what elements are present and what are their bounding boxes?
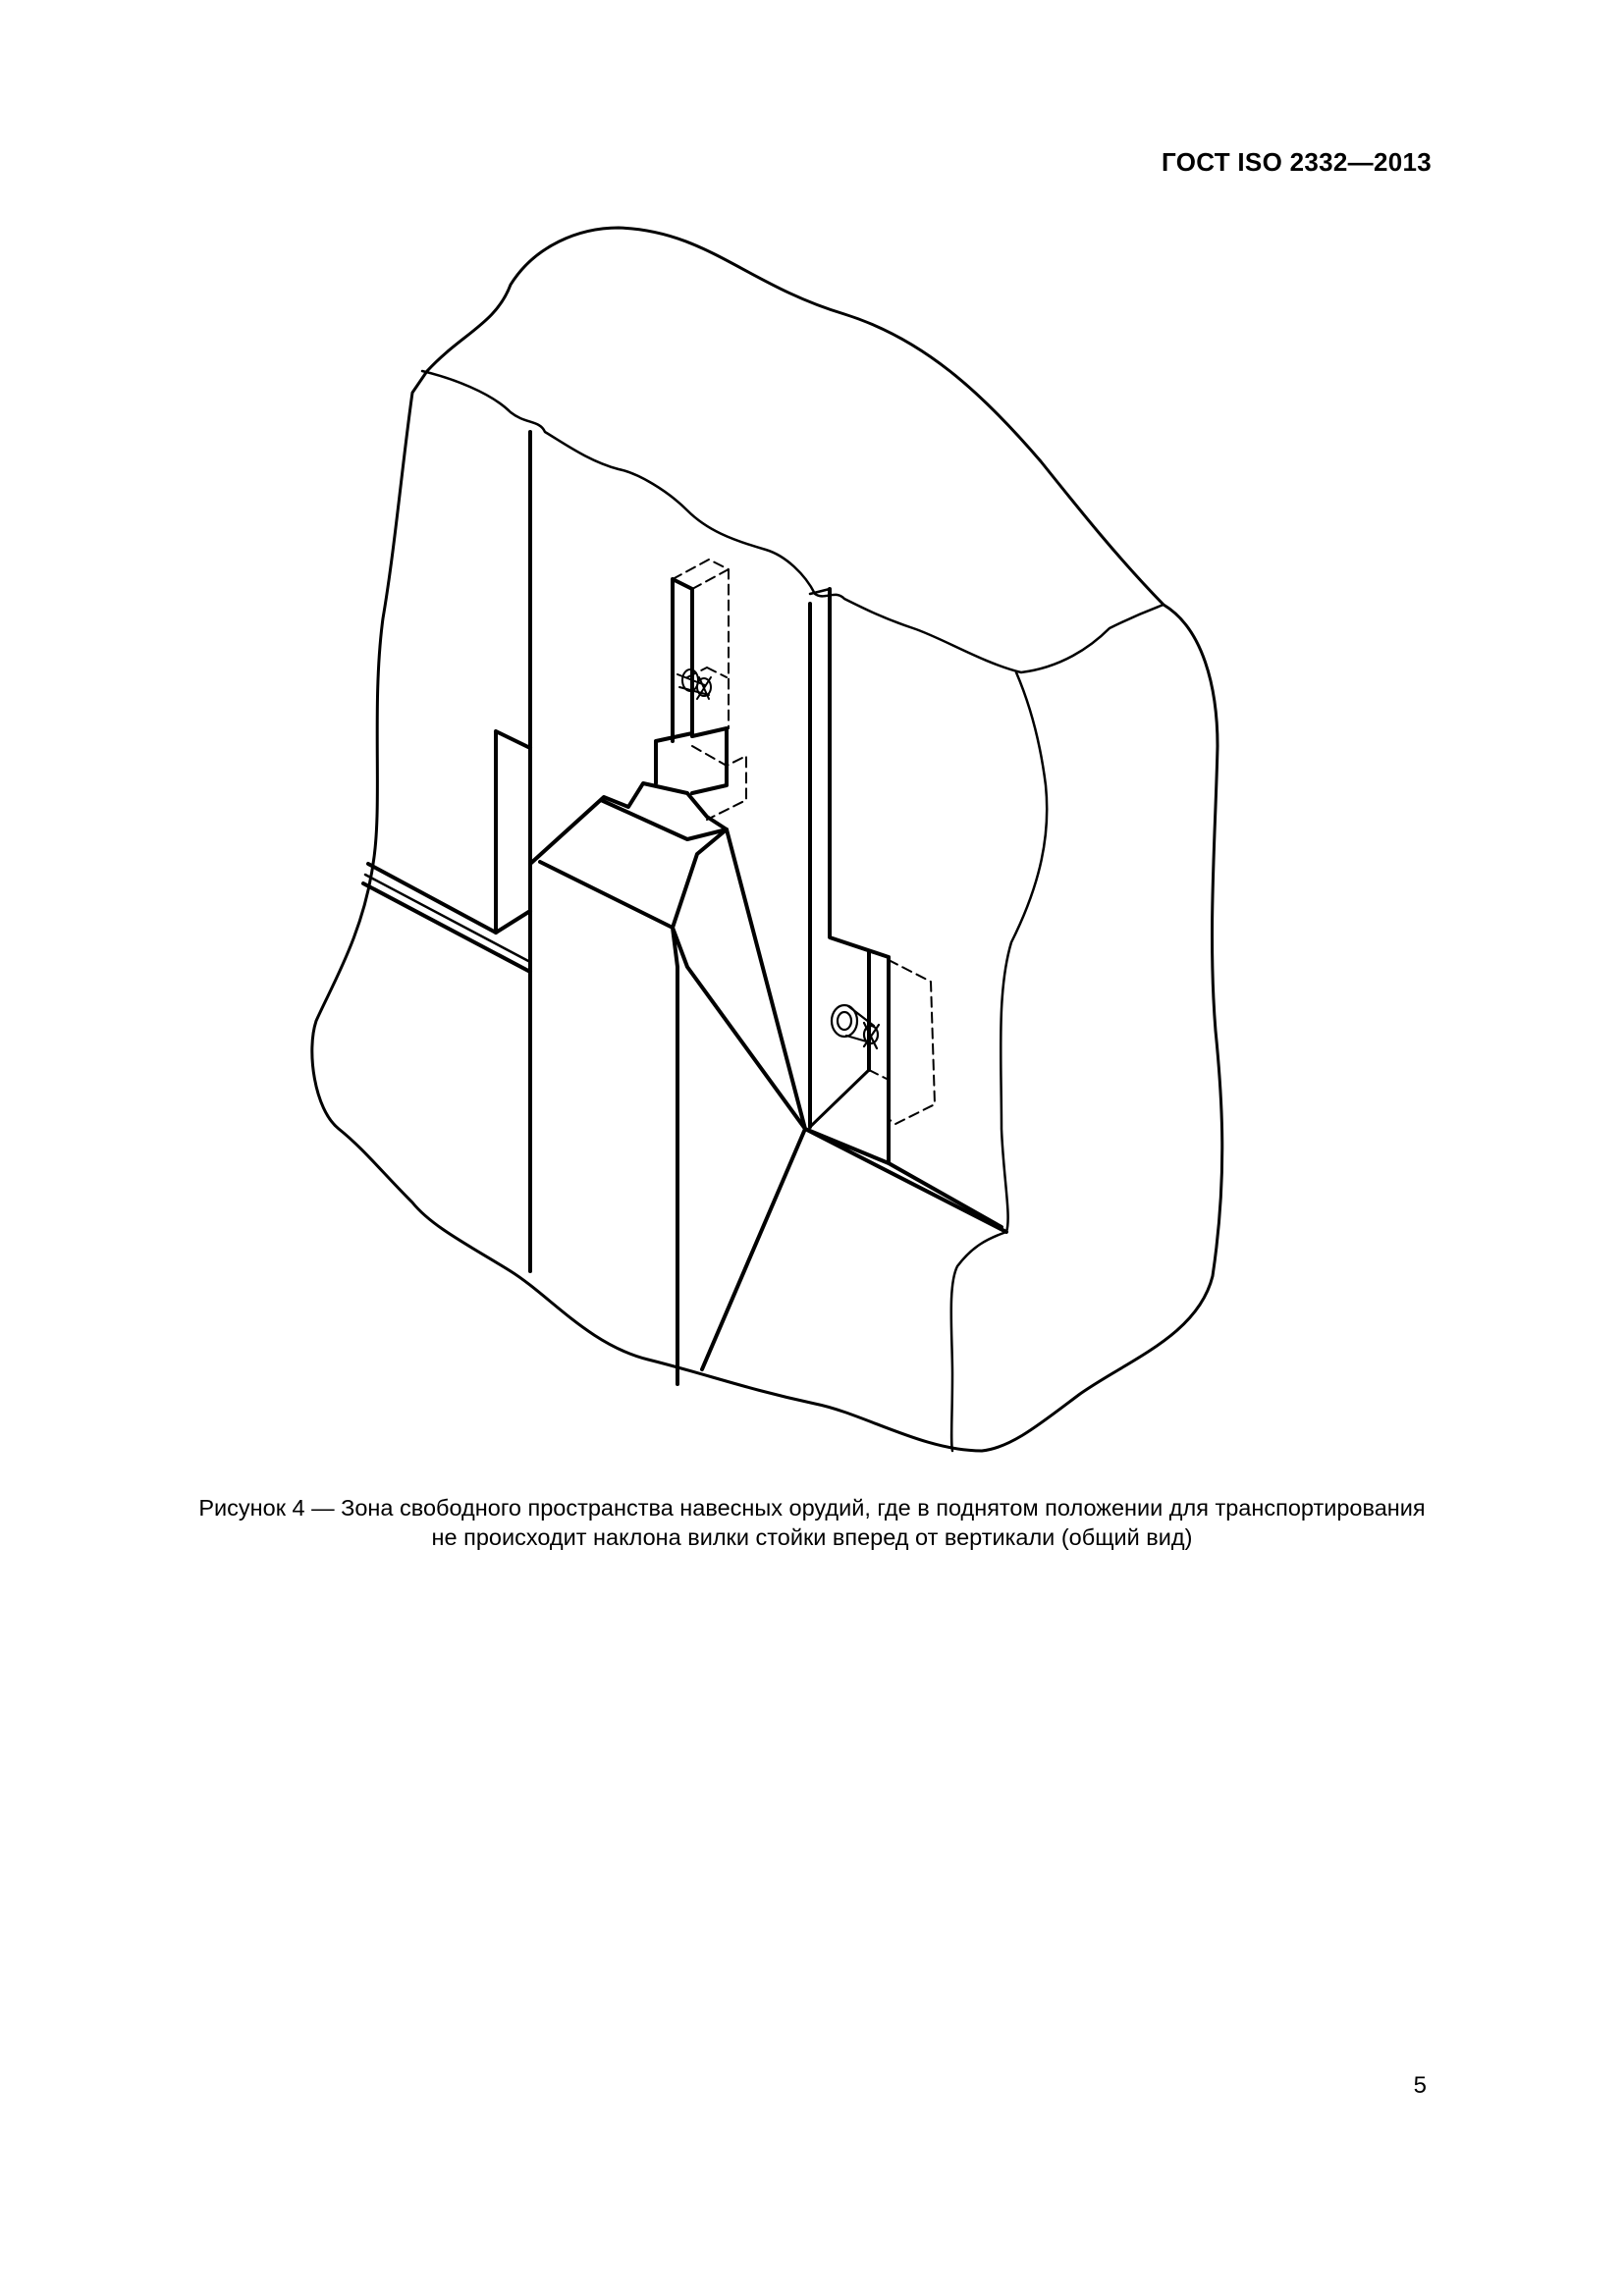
right-hidden	[869, 960, 935, 1124]
page-number: 5	[1413, 2072, 1427, 2099]
figure-caption-line-2: не происходит наклона вилки стойки вперед от вертикали (общий вид)	[431, 1524, 1193, 1550]
right-post	[810, 589, 1001, 1227]
main-post	[530, 783, 805, 1384]
left-slot-lines	[496, 731, 530, 933]
lower-diagonals	[702, 829, 1006, 1369]
block-outline	[312, 228, 1222, 1451]
top-break-edge	[422, 371, 1164, 672]
right-pin	[832, 1005, 879, 1048]
document-header-code: ГОСТ ISO 2332—2013	[1162, 147, 1432, 177]
left-ledge-inner	[365, 875, 530, 962]
right-corner-edge	[1001, 672, 1047, 1232]
right-lower-break	[951, 1232, 1006, 1451]
upper-slot-hidden	[673, 560, 746, 820]
right-ledge-diag	[810, 1070, 869, 1127]
figure-caption-line-1: Рисунок 4 — Зона свободного пространства навесных орудий, где в поднятом положении для транспортирования	[198, 1495, 1426, 1521]
upper-slot	[656, 579, 727, 793]
figure-caption	[98, 1493, 1526, 1552]
